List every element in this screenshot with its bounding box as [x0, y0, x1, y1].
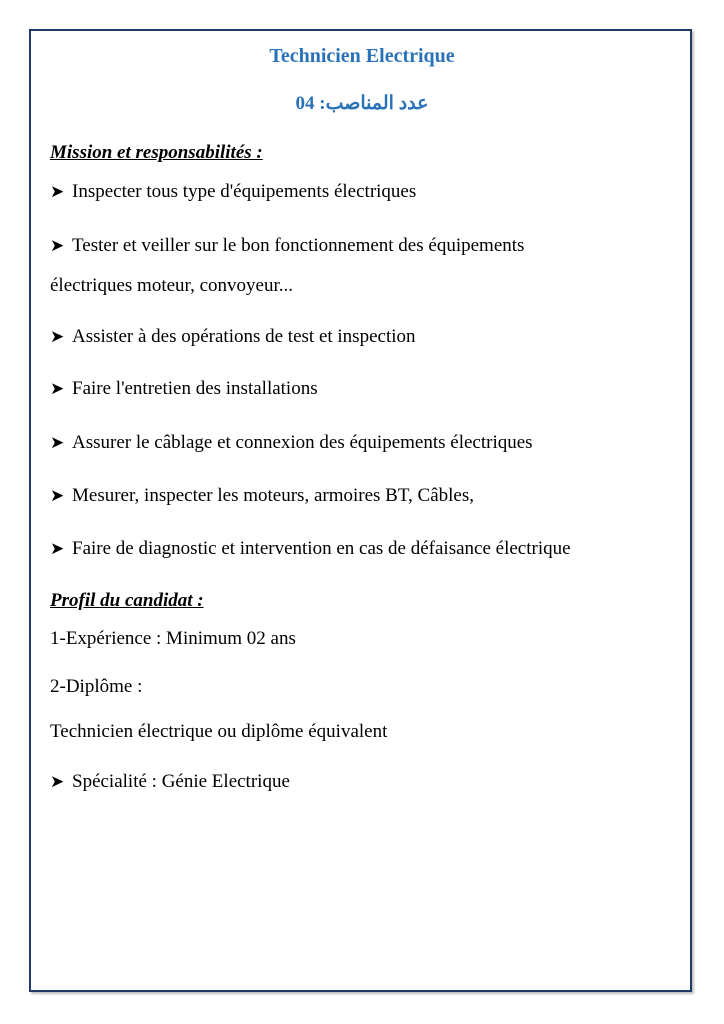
- arrow-bullet-icon: ➤: [50, 772, 65, 792]
- mission-item: [50, 377, 318, 401]
- mission-text: Tester et veiller sur le bon fonctionnement des équipements: [72, 235, 525, 256]
- arrow-bullet-icon: ➤: [50, 182, 65, 202]
- mission-text: Mesurer, inspecter les moteurs, armoires BT, Câbles,: [72, 485, 474, 506]
- arrow-bullet-icon: ➤: [50, 327, 65, 347]
- mission-continuation: électriques moteur, convoyeur...: [50, 275, 293, 296]
- profile-heading: Profil du candidat :: [50, 590, 204, 611]
- mission-text: Assurer le câblage et connexion des équipements électriques: [72, 432, 533, 453]
- mission-text: Inspecter tous type d'équipements électriques: [72, 181, 417, 202]
- mission-text: Faire de diagnostic et intervention en cas de défaisance électrique: [72, 538, 571, 559]
- job-title: Technicien Electrique: [269, 45, 455, 67]
- positions-count: عدد المناصب: 04: [295, 93, 429, 114]
- diploma-label: 2-Diplôme :: [50, 676, 143, 697]
- mission-text: Assister à des opérations de test et inspection: [72, 326, 416, 347]
- mission-item: [50, 180, 416, 204]
- mission-item: [50, 325, 416, 349]
- arrow-bullet-icon: ➤: [50, 539, 65, 559]
- mission-text: Faire l'entretien des installations: [72, 378, 318, 399]
- speciality-text: Spécialité : Génie Electrique: [72, 771, 290, 792]
- mission-item: [50, 537, 571, 561]
- arrow-bullet-icon: ➤: [50, 236, 65, 256]
- experience-line: 1-Expérience : Minimum 02 ans: [50, 628, 296, 649]
- mission-item: [50, 484, 474, 508]
- page-border: [29, 29, 692, 992]
- speciality-item: [50, 770, 290, 794]
- arrow-bullet-icon: ➤: [50, 433, 65, 453]
- arrow-bullet-icon: ➤: [50, 379, 65, 399]
- mission-item: [50, 234, 524, 258]
- mission-item: [50, 431, 533, 455]
- mission-heading: Mission et responsabilités :: [50, 142, 263, 163]
- diploma-value: Technicien électrique ou diplôme équivalent: [50, 721, 388, 742]
- arrow-bullet-icon: ➤: [50, 486, 65, 506]
